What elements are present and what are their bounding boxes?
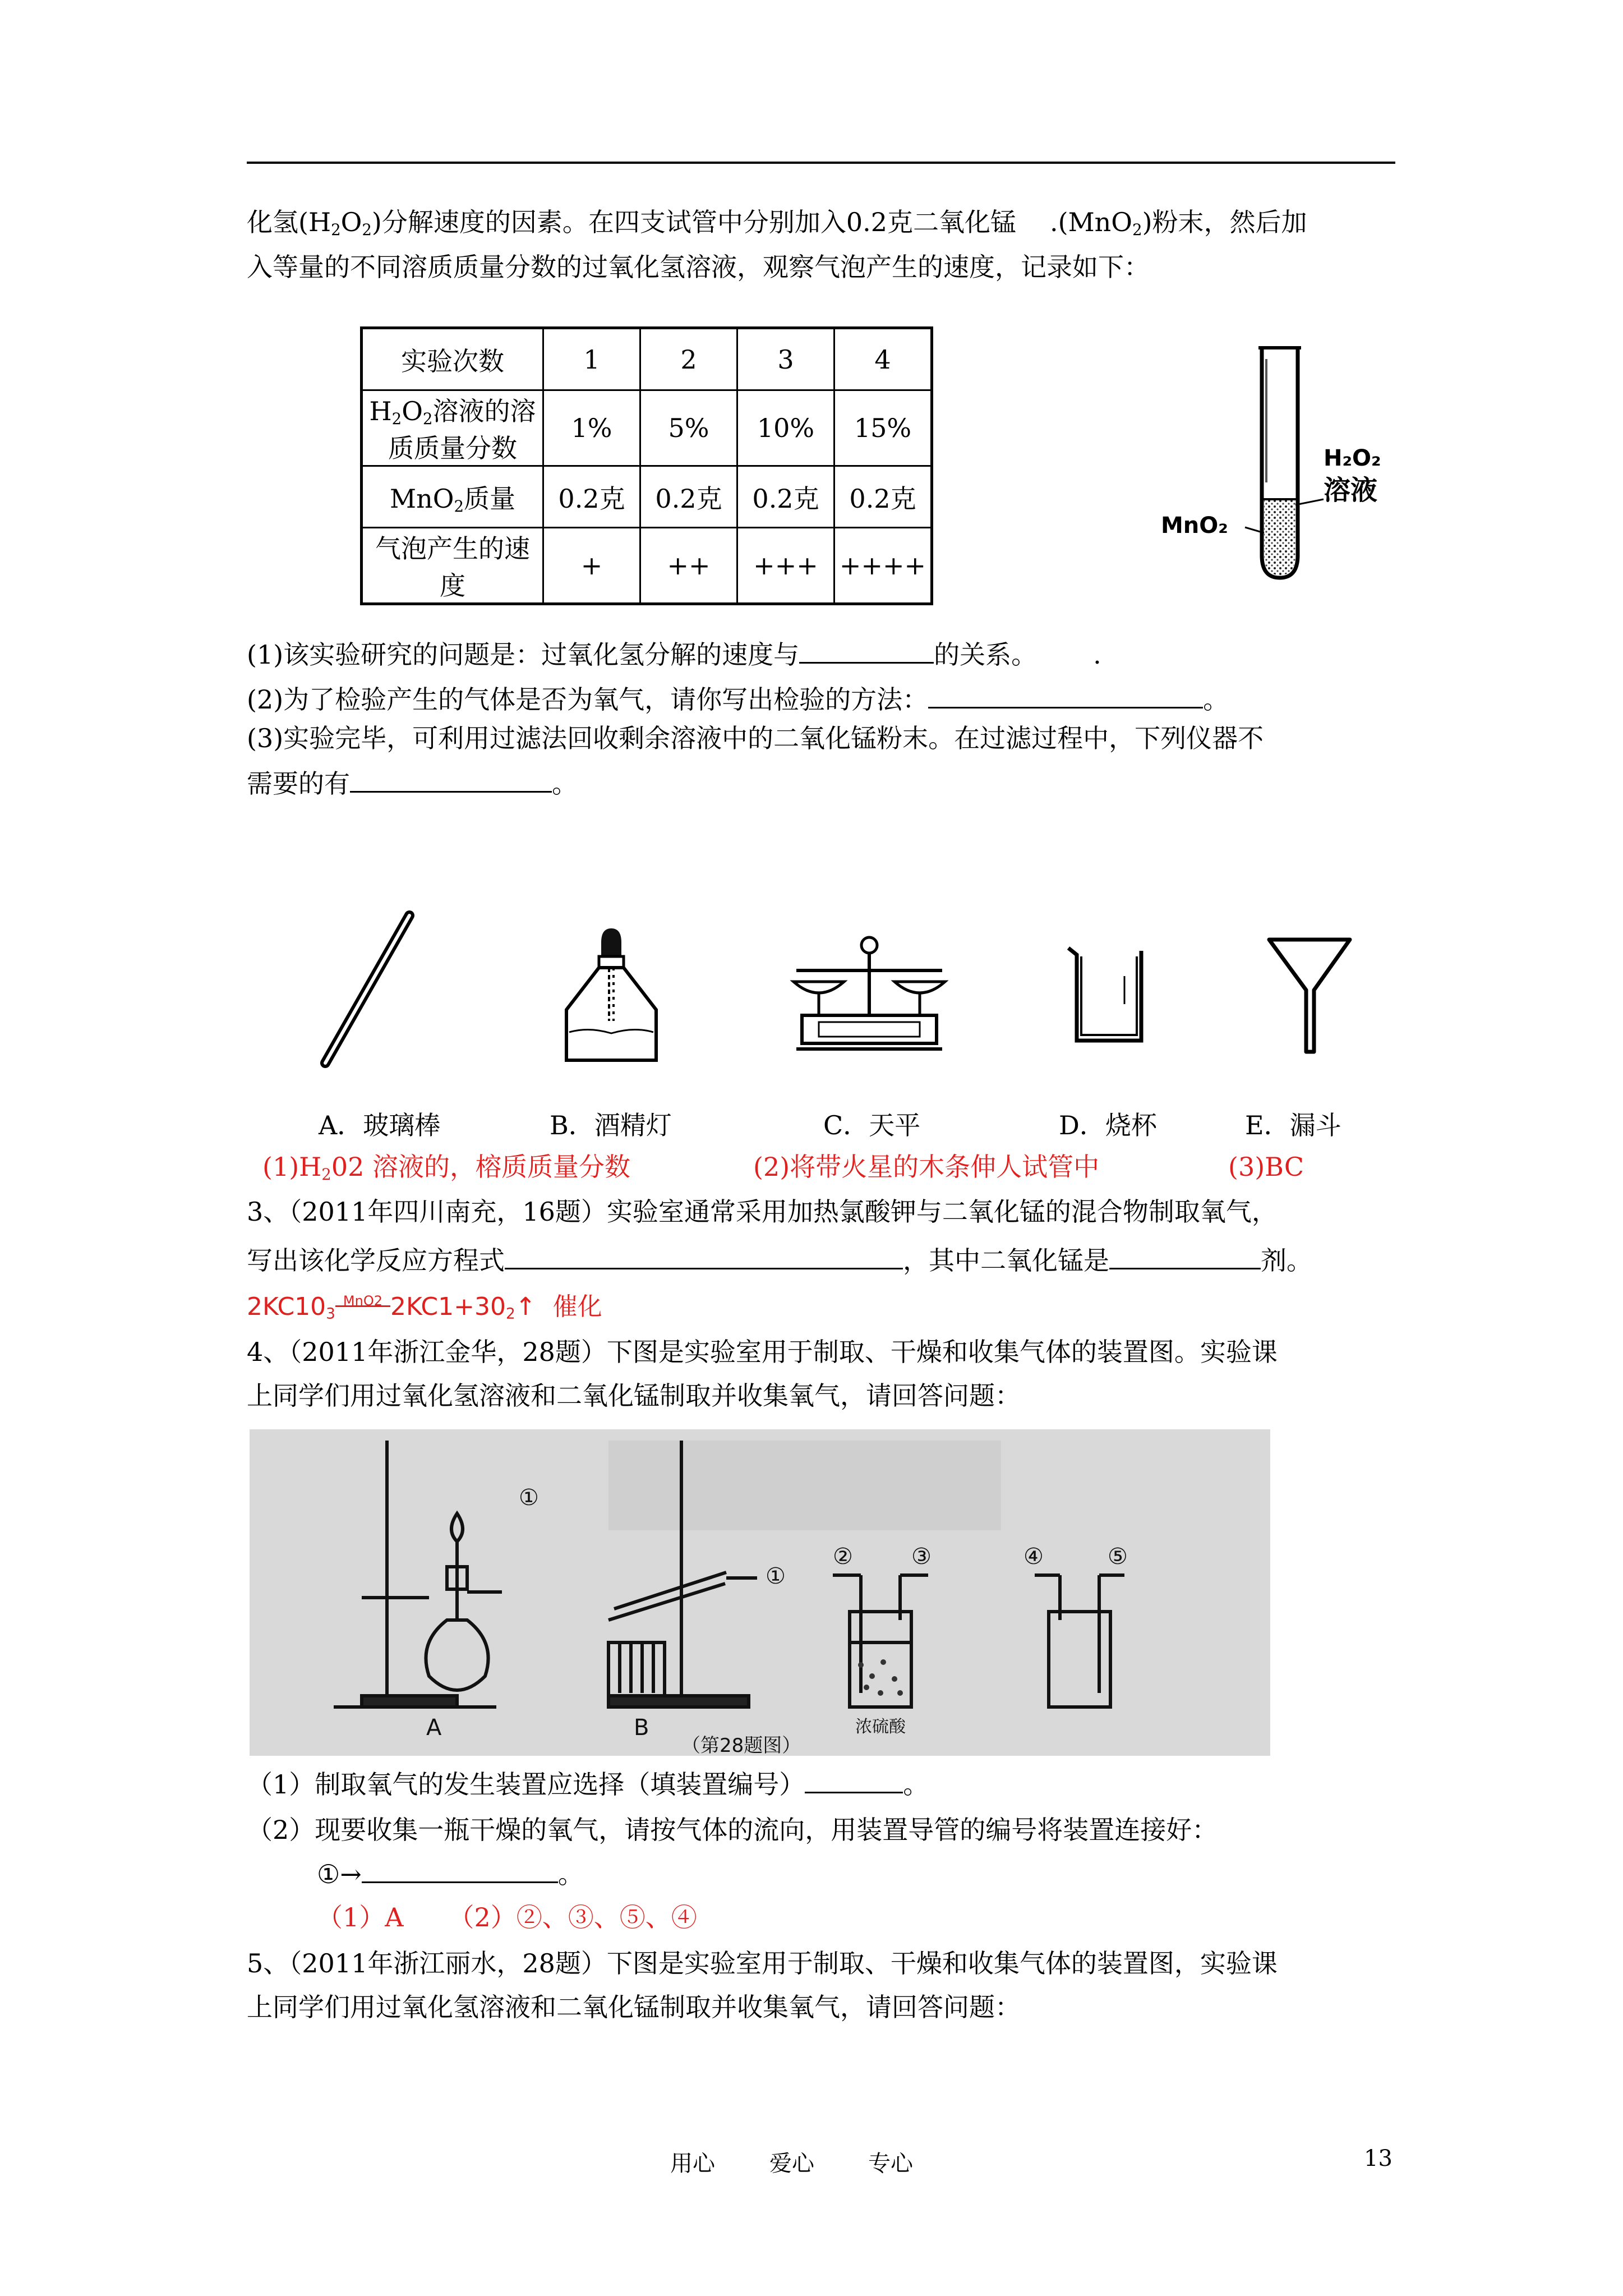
instrument-label-d: D．烧杯 [1059,1110,1157,1140]
test-tube-figure [1155,337,1391,595]
intro-line-2: 入等量的不同溶质质量分数的过氧化氢溶液，观察气泡产生的速度，记录如下： [247,252,1150,282]
q3-line-2: 写出该化学反应方程式 ，其中二氧化锰是 剂。 [247,1243,1312,1277]
glass-rod-image [314,909,426,1077]
marker-5: ⑤ [1108,1544,1128,1570]
table-cell: MnO$_2$质量 [362,466,543,528]
question-2: (2)为了检验产生的气体是否为氧气，请你写出检验的方法： 。 [247,682,1229,716]
page-number: 13 [1364,2146,1393,2171]
answer-blank[interactable] [1109,1243,1261,1269]
table-cell: 5% [640,390,737,466]
instrument-label-c: C．天平 [823,1110,921,1140]
table-row [362,390,932,466]
table-cell: 0.2克 [640,466,737,528]
q5-line-1: 5、（2011年浙江丽水，28题）下图是实验室用于制取、干燥和收集气体的装置图，实验课 [247,1948,1278,1978]
label-acid: 浓硫酸 [855,1717,906,1737]
question-3-line-2: 需要的有 。 [247,766,578,800]
table-cell: +++ [737,528,834,604]
table-row [362,466,932,528]
header-rule [247,162,1395,164]
table-row [362,528,932,604]
table-cell: 实验次数 [362,328,543,390]
experiment-table [360,326,933,605]
table-cell: 4 [834,328,932,390]
funnel-image [1265,934,1354,1057]
figure-caption: （第28题图） [681,1734,801,1756]
footer-item-2: 爱心 [769,2151,814,2177]
question-3-line-1: (3)实验完毕，可利用过滤法回收剩余溶液中的二氧化锰粉末。在过滤过程中，下列仪器不 [247,723,1264,753]
table-cell: 0.2克 [543,466,640,528]
label-a: A [426,1715,442,1741]
table-cell: + [543,528,640,604]
q3-line-1: 3、（2011年四川南充，16题）实验室通常采用加热氯酸钾与二氧化锰的混合物制取氧气， [247,1197,1278,1227]
table-cell: 0.2克 [834,466,932,528]
alcohol-lamp-image [555,926,667,1071]
label-h2o2: H₂O₂ [1324,445,1381,471]
intro-line-1: 化氢$(H_2O_2)$分解速度的因素。在四支试管中分别加入0.2克二氧化锰 .(MnO$_2$)粉末，然后加 [247,207,1307,239]
marker-4: ④ [1023,1544,1044,1570]
answer-blank[interactable] [928,682,1203,708]
table-cell: 0.2克 [737,466,834,528]
q4-answer: （1）A （2）②、③、⑤、④ [317,1902,697,1932]
table-cell: 10% [737,390,834,466]
label-solution: 溶液 [1324,475,1378,506]
q4-sub-2-blank: ①→ 。 [317,1857,584,1891]
label-mno2: MnO₂ [1161,513,1228,539]
marker-2: ② [833,1544,853,1570]
question-1: (1)该实验研究的问题是：过氧化氢分解的速度与 的关系。 . [247,637,1101,671]
instrument-label-b: B．酒精灯 [550,1110,672,1140]
marker-1a: ① [519,1485,539,1511]
table-cell: 1 [543,328,640,390]
answer-blank[interactable] [805,1767,903,1793]
balance-image [785,931,953,1060]
q3-answer: $2KC10_3$ MnO2 $2KC1+30_2↑$ 催化 [247,1292,602,1323]
table-cell: ++++ [834,528,932,604]
footer-item-1: 用心 [670,2151,715,2177]
label-b: B [634,1715,649,1741]
table-cell: 15% [834,390,932,466]
instrument-label-a: A．玻璃棒 [319,1110,441,1140]
q4-sub-1: （1）制取氧气的发生装置应选择（填装置编号） 。 [247,1767,929,1801]
answer-blank[interactable] [505,1243,903,1269]
answer-q2: $(1)H_202$ 溶液的，榕质质量分数 (2)将带火星的木条伸人试管中 (3)BC [262,1152,1304,1184]
marker-1b: ① [766,1563,786,1589]
table-cell: $H_2O_2$溶液的溶质质量分数 [362,390,543,466]
beaker-image [1063,942,1152,1049]
q4-sub-2: （2）现要收集一瓶干燥的氧气，请按气体的流向，用装置导管的编号将装置连接好： [247,1815,1218,1845]
footer-item-3: 专心 [868,2151,913,2177]
table-cell: 3 [737,328,834,390]
answer-blank[interactable] [362,1857,558,1883]
q4-line-1: 4、（2011年浙江金华，28题）下图是实验室用于制取、干燥和收集气体的装置图。实验课 [247,1337,1278,1367]
answer-blank[interactable] [350,766,552,793]
instrument-label-e: E．漏斗 [1245,1110,1341,1140]
q4-line-2: 上同学们用过氧化氢溶液和二氧化锰制取并收集氧气，请回答问题： [247,1381,1021,1411]
marker-3: ③ [911,1544,932,1570]
table-cell: 气泡产生的速度 [362,528,543,604]
table-cell: 2 [640,328,737,390]
answer-blank[interactable] [799,637,934,664]
q5-line-2: 上同学们用过氧化氢溶液和二氧化锰制取并收集氧气，请回答问题： [247,1992,1021,2022]
table-row [362,328,932,390]
table-cell: ++ [640,528,737,604]
apparatus-figure [250,1429,1270,1756]
table-cell: 1% [543,390,640,466]
